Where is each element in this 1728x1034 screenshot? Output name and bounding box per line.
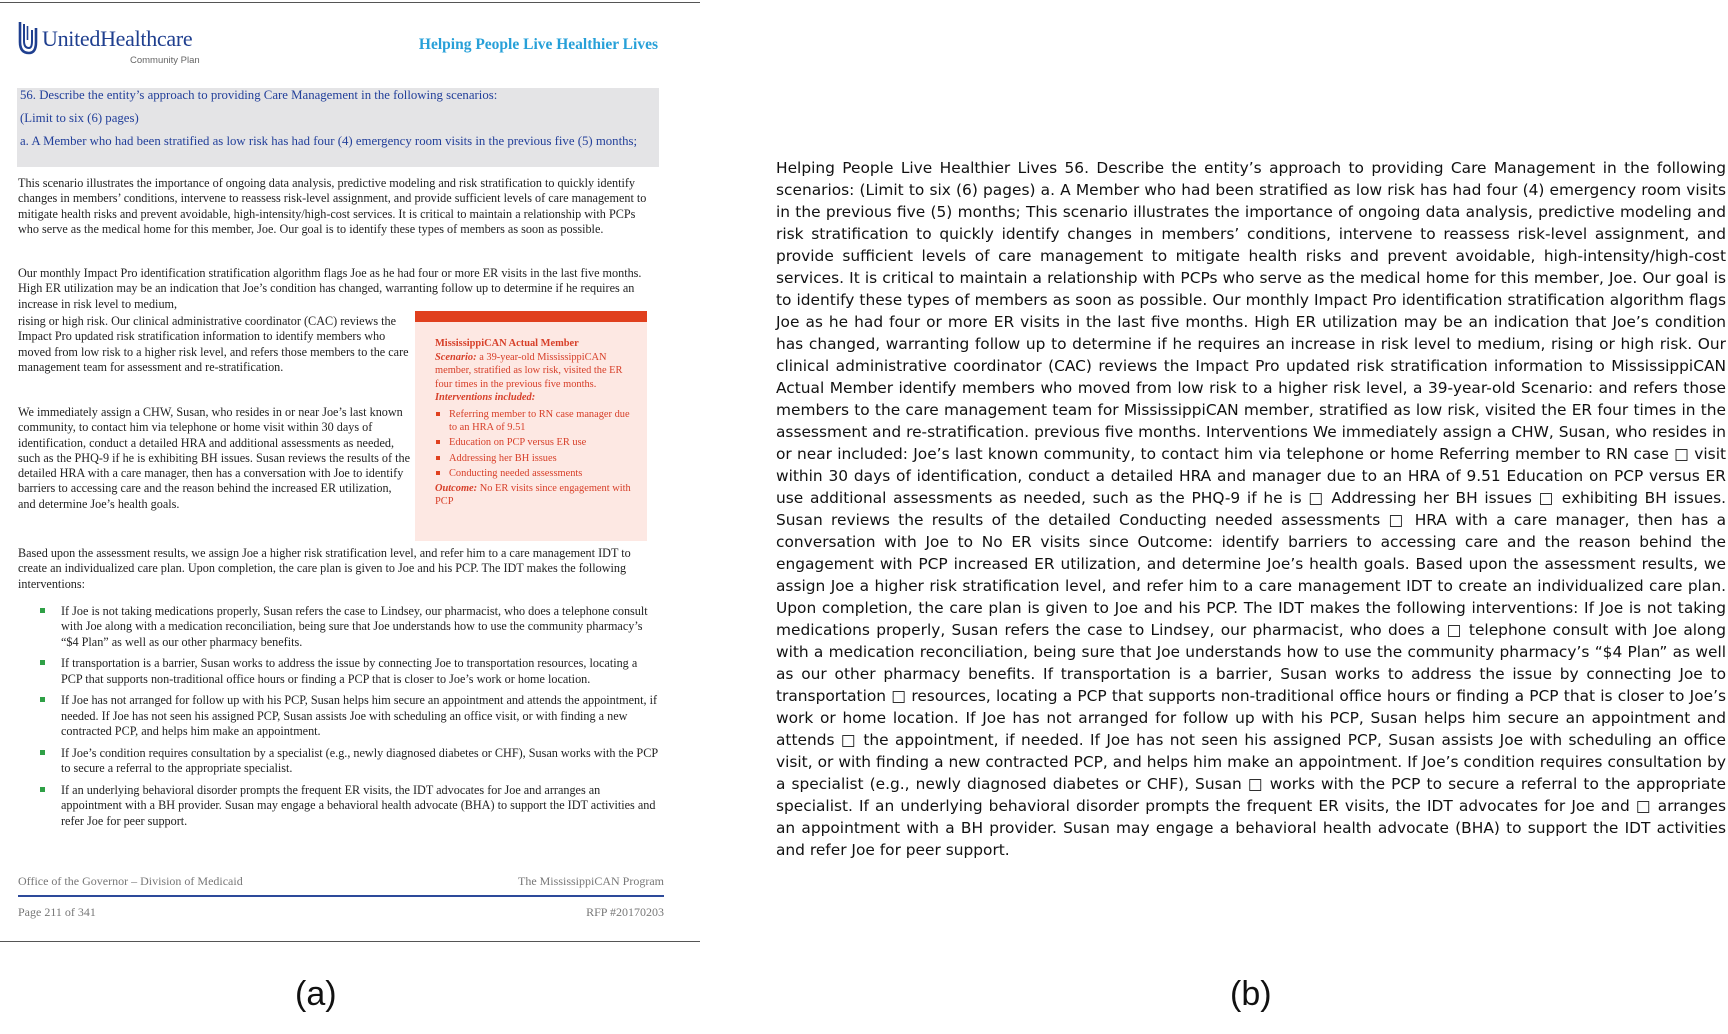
brand-tagline: Helping People Live Healthier Lives <box>418 36 658 53</box>
square-bullet-icon <box>40 750 45 755</box>
original-document-page <box>0 0 700 942</box>
sidebar-scenario-text: a 39-year-old MississippiCAN member, stratified as low risk, visited the ER four times in the previous five months. <box>435 352 623 390</box>
sidebar-outcome <box>435 482 635 508</box>
sidebar-scenario-label: Scenario: <box>435 352 477 364</box>
question-line-2: (Limit to six (6) pages) <box>20 111 139 125</box>
footer-bottom-row <box>18 905 664 920</box>
brand-name: UnitedHealthcare <box>42 26 193 51</box>
square-bullet-icon <box>436 440 440 444</box>
list-item: If Joe’s condition requires consultation by a specialist (e.g., newly diagnosed diabetes or CHF), Susan works with the PCP to secure a referral to the appropriate specialist. <box>40 746 660 777</box>
square-bullet-icon <box>436 471 440 475</box>
sidebar-list-item: Addressing her BH issues <box>435 452 635 465</box>
page-bottom-rule <box>0 941 700 942</box>
footer-program: The MississippiCAN Program <box>517 874 664 888</box>
footer-rfp-number: RFP #20170203 <box>586 905 664 919</box>
square-bullet-icon <box>40 608 45 613</box>
page-top-rule <box>0 2 700 3</box>
paragraph-1: This scenario illustrates the importance of ongoing data analysis, predictive modeling and risk stratification to quickly identify changes in members’ conditions, intervene to reassess risk-level assignment, and provide sufficient levels of care management to mitigate health risks and prevent avoidable, high-intensity/high-cost services. It is critical to maintain a relationship with PCPs who serve as the medical home for this member, Joe. Our goal is to identify these types of members as soon as possible. <box>18 176 647 236</box>
caption-b: (b) <box>1230 975 1272 1013</box>
square-bullet-icon <box>436 456 440 460</box>
sidebar-scenario <box>435 351 635 404</box>
footer-page-number: Page 211 of 341 <box>18 905 96 919</box>
footer-divider <box>18 895 664 897</box>
interventions-list <box>40 604 660 835</box>
sidebar-list-item: Conducting needed assessments <box>435 467 635 480</box>
paragraph-2-continued: rising or high risk. Our clinical administrative coordinator (CAC) reviews the Impact Pro updated risk stratification information to identify members who moved from low risk to a higher risk level, and refers those members to the care management team for assessment and re-stratification. <box>18 314 409 374</box>
footer-top-row <box>18 874 664 889</box>
extracted-text-panel <box>776 157 1726 861</box>
sidebar-interventions-label: Interventions included: <box>435 391 536 403</box>
paragraph-3: We immediately assign a CHW, Susan, who resides in or near Joe’s last known community, to contact him via telephone or home visit within 30 days of identification, conduct a detailed HRA and additional assessments as needed, such as the PHQ-9 if he is exhibiting BH issues. Susan reviews the results of the detailed HRA with a care manager, then has a conversation with Joe to identify barriers to accessing care and the reason behind the increased ER utilization, and determine Joe’s health goals. <box>18 405 410 511</box>
paragraph-4: Based upon the assessment results, we assign Joe a higher risk stratification level, and refer him to a care management IDT to create an individualized care plan. Upon completion, the care plan is given to Joe and his PCP. The IDT makes the following interventions: <box>18 546 631 591</box>
sidebar-content <box>435 337 635 508</box>
square-bullet-icon <box>40 697 45 702</box>
member-sidebar <box>415 311 647 541</box>
sidebar-title: MississippiCAN Actual Member <box>435 338 579 349</box>
question-line-3: a. A Member who had been stratified as low risk has had four (4) emergency room visits in the previous five (5) months; <box>20 134 638 148</box>
list-item: If transportation is a barrier, Susan works to address the issue by connecting Joe to transportation resources, locating a PCP that supports non-traditional office hours or finding a PCP that is closer to Joe’s work or home location. <box>40 656 660 687</box>
square-bullet-icon <box>40 787 45 792</box>
list-item: If Joe is not taking medications properly, Susan refers the case to Lindsey, our pharmacist, who does a telephone consult with Joe along with a medication reconciliation, being sure that Joe understands how to use the community pharmacy’s “$4 Plan” as well as our other pharmacy benefits. <box>40 604 660 650</box>
sidebar-list-item: Referring member to RN case manager due to an HRA of 9.51 <box>435 408 635 434</box>
question-line-1: 56. Describe the entity’s approach to providing Care Management in the following scenarios: <box>20 88 498 102</box>
sidebar-outcome-text: No ER visits since engagement with PCP <box>435 483 631 508</box>
brand-subtitle: Community Plan <box>130 55 200 66</box>
unitedhealthcare-u-icon <box>18 20 38 56</box>
page-footer <box>18 874 664 920</box>
brand-logo <box>18 20 208 68</box>
square-bullet-icon <box>40 660 45 665</box>
list-item: If Joe has not arranged for follow up with his PCP, Susan helps him secure an appointment and attends the appointment, if needed. If Joe has not seen his assigned PCP, Susan assists Joe with scheduling an office visit, or with finding a new contracted PCP, and helps him make an appointment. <box>40 693 660 739</box>
paragraph-2: Our monthly Impact Pro identification stratification algorithm flags Joe as he had four or more ER visits in the last five months. High ER utilization may be an indication that Joe’s condition has changed, warranting follow up to determine if he requires an increase in risk level to medium, <box>18 266 642 311</box>
footer-office: Office of the Governor – Division of Medicaid <box>18 874 243 888</box>
caption-a: (a) <box>295 975 337 1013</box>
question-box <box>17 88 659 167</box>
sidebar-outcome-label: Outcome: <box>435 483 478 495</box>
square-bullet-icon <box>436 412 440 416</box>
sidebar-list-item: Education on PCP versus ER use <box>435 436 635 449</box>
sidebar-interventions-list <box>435 408 635 480</box>
extracted-text: Helping People Live Healthier Lives 56. Describe the entity’s approach to providing Care Management in the following scenarios: (Limit to six (6) pages) a. A Member who had been stratified as low risk has had four (4) emergency room visits in the previous five (5) months; This scenario illustrates the importance of ongoing data analysis, predictive modeling and risk stratification to quickly identify changes in members’ conditions, intervene to reassess risk-level assignment, and provide sufficient levels of care management to mitigate health risks and prevent avoidable, high-intensity/high-cost services. It is critical to maintain a relationship with PCPs who serve as the medical home for this member, Joe. Our goal is to identify these types of members as soon as possible. Our monthly Impact Pro identification stratification algorithm flags Joe as he had four or more ER visits in the last five months. High ER utilization may be an indication that Joe’s condition has changed, warranting follow up to determine if he requires an increase in risk level to medium, rising or high risk. Our clinical administrative coordinator (CAC) reviews the Impact Pro updated risk stratification information to MississippiCAN Actual Member identify members who moved from low risk to a higher risk level, a 39-year-old Scenario: and refers those members to the care management team for MississippiCAN member, stratified as low risk, visited the ER four times in the assessment and re-stratification. previous five months. Interventions We immediately assign a CHW, Susan, who resides in or near included: Joe’s last known community, to contact him via telephone or home Referring member to RN case □ visit within 30 days of identification, conduct a detailed HRA and manager due to an HRA of 9.51 Education on PCP versus ER use additional assessments as needed, such as the PHQ-9 if he is □ Addressing her BH issues □ exhibiting BH issues. Susan reviews the results of the detailed Conducting needed assessments □ HRA with a care manager, then has a conversation with Joe to No ER visits since Outcome: identify barriers to accessing care and the reason behind the engagement with PCP increased ER utilization, and determine Joe’s health goals. Based upon the assessment results, we assign Joe a higher risk stratification level, and refer him to a care management IDT to create an individualized care plan. Upon completion, the care plan is given to Joe and his PCP. The IDT makes the following interventions: If Joe is not taking medications properly, Susan refers the case to Lindsey, our pharmacist, who does a □ telephone consult with Joe along with a medication reconciliation, being sure that Joe understands how to use the community pharmacy’s “$4 Plan” as well as our other pharmacy benefits. If transportation is a barrier, Susan works to address the issue by connecting Joe to transportation □ resources, locating a PCP that supports non-traditional office hours or finding a PCP that is closer to Joe’s work or home location. If Joe has not arranged for follow up with his PCP, Susan helps him secure an appointment and attends □ the appointment, if needed. If Joe has not seen his assigned PCP, Susan assists Joe with scheduling an office visit, or with finding a new contracted PCP, and helps him make an appointment. If Joe’s condition requires consultation by a specialist (e.g., newly diagnosed diabetes or CHF), Susan □ works with the PCP to secure a referral to the appropriate specialist. If an underlying behavioral disorder prompts the frequent ER visits, the IDT advocates for Joe and □ arranges an appointment with a BH provider. Susan may engage a behavioral health advocate (BHA) to support the IDT activities and refer Joe for peer support. <box>776 159 1726 859</box>
sidebar-accent-bar <box>415 311 647 322</box>
list-item: If an underlying behavioral disorder prompts the frequent ER visits, the IDT advocates for Joe and arranges an appointment with a BH provider. Susan may engage a behavioral health advocate (BHA) to support the IDT activities and refer Joe for peer support. <box>40 783 660 829</box>
